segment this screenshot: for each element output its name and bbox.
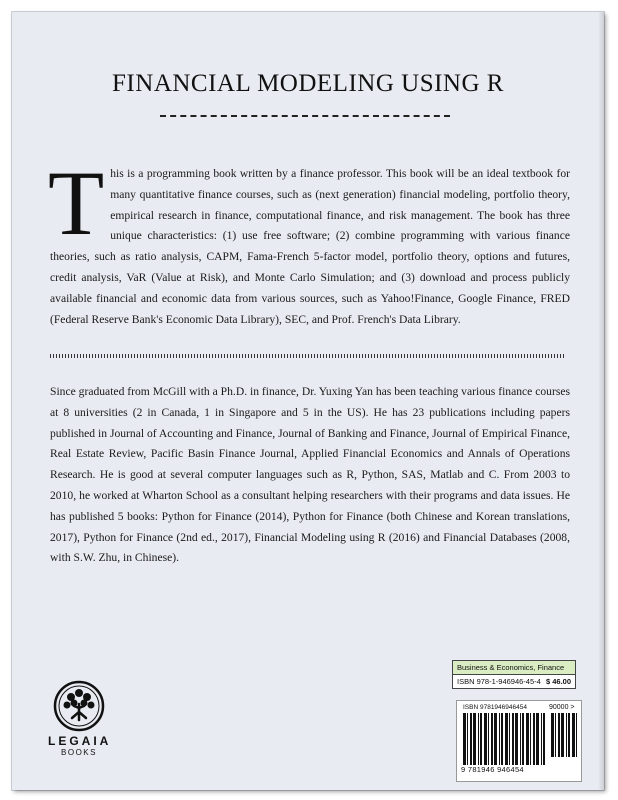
barcode-addon-number: 90000 >	[549, 704, 575, 711]
author-bio: Since graduated from McGill with a Ph.D. in finance, Dr. Yuxing Yan has been teaching various finance courses at 8 universities (2 in Canada, 1 in Singapore and 5 in the US). He has 23 publications including papers published in Journal of Accounting and Finance, Journal of Banking and Finance, Journal of Empirical Finance, Real Estate Review, Pacific Basin Finance Journal, Applied Financial Economics and Annals of Operations Research. He is good at several computer languages such as R, Python, SAS, Matlab and C. From 2003 to 2010, he worked at Wharton School as a consultant helping researchers with their programs and data issues. He has published 5 books: Python for Finance (2014), Python for Finance (both Chinese and Korean translations, 2017), Python for Finance (2nd ed., 2017), Financial Modeling using R (2016) and Financial Databases (2008, with S.W. Zhu, in Chinese).	[50, 385, 570, 565]
tree-of-life-icon	[53, 680, 105, 732]
book-title: FINANCIAL MODELING USING R	[112, 70, 504, 97]
category-label: Business & Economics, Finance	[452, 660, 576, 675]
section-divider	[50, 354, 564, 358]
addon-barcode-icon	[551, 713, 577, 757]
ean-barcode-icon	[463, 713, 547, 765]
book-back-cover	[12, 12, 604, 790]
title-dashed-rule	[160, 115, 450, 117]
isbn-price-row	[452, 675, 576, 689]
price-text: $ 46.00	[545, 677, 571, 686]
publisher-name: LEGAIA	[48, 734, 112, 748]
price-box	[452, 660, 576, 689]
publisher-sub: BOOKS	[61, 748, 97, 757]
blurb-drop-cap: T	[48, 152, 105, 254]
barcode-isbn-text: ISBN 9781946946454	[463, 704, 527, 711]
isbn-text: ISBN 978-1-946946-45-4	[457, 677, 541, 686]
cover-edge-shade	[598, 12, 604, 790]
book-blurb	[48, 152, 570, 330]
publisher-logo	[48, 680, 110, 757]
barcode-box	[456, 700, 582, 782]
barcode-number: 9 781946 946454	[461, 765, 524, 774]
blurb-text: his is a programming book written by a finance professor. This book will be an ideal textbook for many quantitative finance courses, such as (next generation) financial modeling, portfolio theory, empirical research in finance, computational finance, and risk management. The book has three unique characteristics: (1) use free software; (2) combine programming with various finance theories, such as ratio analysis, CAPM, Fama-French 5-factor model, portfolio theory, options and futures, credit analysis, VaR (Value at Risk), and Monte Carlo Simulation; and (3) download and process publicly available financial and economic data from various sources, such as Yahoo!Finance, Google Finance, FRED (Federal Reserve Bank's Economic Data Library), SEC, and Prof. French's Data Library.	[50, 167, 570, 326]
